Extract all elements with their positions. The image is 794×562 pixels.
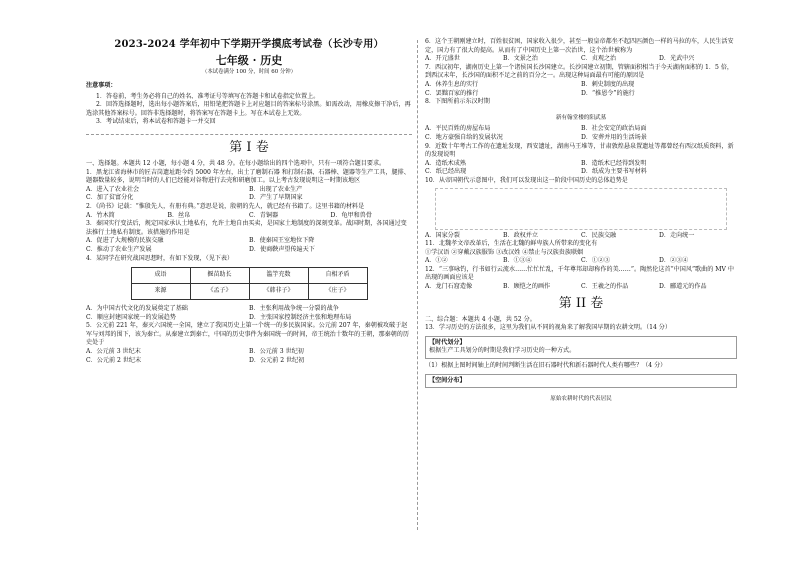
dynasty-map-image bbox=[435, 188, 727, 230]
option[interactable]: A．平民百姓的房屋布局 bbox=[425, 125, 491, 133]
option[interactable]: B．政权并立 bbox=[503, 231, 538, 239]
box-text: 根据生产工具划分的时期是我们学习历史的一种方式。 bbox=[429, 347, 576, 355]
option[interactable]: D．主张国家控制经济主张和地理布局 bbox=[249, 313, 352, 321]
question-10: 10．从帝国朝代示意图中，我们可以发现出这一阶段中国历史的总体趋势是 bbox=[425, 176, 628, 184]
option[interactable]: B．使秦国王室地位下降 bbox=[249, 237, 315, 245]
option[interactable]: A．造纸术成熟 bbox=[425, 159, 466, 167]
table-row bbox=[131, 268, 367, 284]
notice-item: 3．考试结束后，将本试卷和答题卡一并交回 bbox=[96, 118, 216, 126]
section-2-instructions: 二、综合题：本题共 4 小题，共 52 分。 bbox=[425, 315, 536, 323]
question-2: 2．《尚书》记载：“惟殷先人，有册有典。”意思是说，殷朝的先人，就已经有书籍了。这里书籍的材料是 bbox=[86, 202, 365, 210]
option[interactable]: A．①② bbox=[425, 257, 448, 265]
box-heading: 【空间分布】 bbox=[429, 376, 466, 384]
figure-caption: 原始农耕时代的代表居民 bbox=[550, 396, 612, 403]
option[interactable]: A．竹木简 bbox=[86, 211, 115, 219]
question-5: 5．公元前 221 年，秦灭六国统一全国，建立了我国历史上第一个统一的多民族国家。公元前 207 年，秦朝被攻破于赵军与刘邦的围下，该为秦亡。从秦建立到秦亡，中国的历史事件为秦国统一的时间，帝王统治十数年的王朝，那秦朝的历史处于 bbox=[86, 322, 409, 347]
question-11-items: ①学汉语 ②穿戴汉族服饰 ③改汉姓 ④禁止与汉族贵族联姻 bbox=[425, 248, 584, 256]
option[interactable]: A．国家分裂 bbox=[425, 231, 460, 239]
notice-item: 2．回答选择题时，选出每小题答案后，用铅笔把答题卡上对应题目的答案标号涂黑。如需改动，用橡皮擦干净后，再选涂其他答案标号。回答非选择题时，将答案写在答题卡上。写在本试卷上无效。 bbox=[86, 101, 411, 117]
option[interactable]: D．走向统一 bbox=[659, 231, 695, 239]
option[interactable]: B．造纸术已经得到发明 bbox=[581, 159, 647, 167]
question-13-part-1: （1）根据上图时间轴上的时间判断生活在旧石器时代和新石器时代人类有哪些？（4 分） bbox=[425, 362, 667, 370]
option[interactable]: B．顾恺之的画作 bbox=[503, 283, 551, 291]
notice-heading: 注意事项： bbox=[86, 82, 117, 89]
question-7: 7．西汉初年，湖南历史上第一个诸侯国长沙国建立。长沙国建立初期，管辖面积相当于今天湖南面积的 1．5 倍，到西汉末年，长沙国的面积不足之前的百分之一。出现这种局面最有可能的原因是 bbox=[425, 63, 734, 80]
option[interactable]: A．龙门石窟造像 bbox=[425, 283, 473, 291]
table-cell: 《孟子》 bbox=[190, 284, 249, 300]
column-divider bbox=[417, 40, 418, 530]
option[interactable]: C．推动了农业生产发展 bbox=[86, 245, 152, 253]
option[interactable]: C．纸已经出现 bbox=[425, 168, 467, 176]
option[interactable]: C．贞观之治 bbox=[581, 55, 617, 63]
question-10-options bbox=[425, 232, 737, 241]
volume-1-title: 第 I 卷 bbox=[229, 139, 269, 155]
option[interactable]: C．顺应封建国家统一的发展趋势 bbox=[86, 313, 176, 321]
question-1: 1．黑龙江省海林市的匠吉岗遗址距今约 5000 年左右，出土了磨制石器 和打制石器、石器棒、题器等生产工具，腿排、题器数量较多，说明当时的人们已经能对谷物进行去壳和研磨加工。以上考古发现说明这一时期该地区 bbox=[86, 168, 410, 185]
table-cell: 揠苗助长 bbox=[190, 268, 249, 284]
table-cell: 自相矛盾 bbox=[308, 268, 367, 284]
question-4-options bbox=[86, 305, 412, 322]
divider-line bbox=[86, 134, 412, 135]
table-cell: 《庄子》 bbox=[308, 284, 367, 300]
question-5-options bbox=[86, 348, 412, 365]
exam-title: 2023-2024 学年初中下学期开学摸底考试卷（长沙专用） bbox=[114, 39, 384, 50]
option[interactable]: B．社会安定的政治局面 bbox=[581, 125, 647, 133]
option[interactable]: A．促进了大规模的民族交融 bbox=[86, 237, 164, 245]
option[interactable]: D．龟甲和兽骨 bbox=[330, 211, 372, 219]
option[interactable]: D．安葬并用的生活场景 bbox=[581, 133, 647, 141]
option[interactable]: C．①②③ bbox=[581, 257, 611, 265]
option[interactable]: A．进入了农业社会 bbox=[86, 185, 140, 193]
question-9: 9．近数十年考古工作的在遗址发现，西安遗址，湖南马王堆等，甘肃敦煌悬泉置遗址等都曾经有西汉纸质资料，新的发现说明 bbox=[425, 142, 734, 159]
box-heading: 【时代划分】 bbox=[429, 338, 466, 346]
volume-2-title: 第 II 卷 bbox=[558, 295, 604, 311]
option[interactable]: B．①③④ bbox=[503, 257, 532, 265]
question-9-options bbox=[425, 160, 737, 177]
option[interactable]: A．休养生息的实行 bbox=[425, 80, 479, 88]
question-8-options bbox=[425, 125, 737, 142]
question-6: 6．这个王朝刚建立时，百姓很贫困，国家收入很少，甚至一般皇帝都坐不起四匹颜色一样的马拉的车，人民生活安定，国力有了很大的提高。从而有了中国历史上第一次治世，这个治世被称为 bbox=[425, 38, 734, 54]
question-11: 11．北魏孝文帝改革后，生活在北魏的鲜卑族人所带来的变化有 bbox=[425, 240, 598, 248]
option[interactable]: C．地方豪强自给的发展状况 bbox=[425, 133, 503, 141]
option[interactable]: C．王羲之的作品 bbox=[581, 283, 629, 291]
option[interactable]: D．纸成为主要书写材料 bbox=[581, 168, 647, 176]
question-3: 3．秦国实行变法后，规定国家承认土地私有，允许土地自由买卖，是国家土地制度的深刻变革。战国时期，各国通过变法推行土地私有制度。该措施的作用是 bbox=[86, 220, 407, 236]
option[interactable]: D．光武中兴 bbox=[659, 55, 695, 63]
option[interactable]: C．罢黜百家的推行 bbox=[425, 89, 479, 97]
option[interactable]: A．为中国古代文化的发展奠定了基础 bbox=[86, 305, 188, 313]
figure-caption: 新有翰堂楼的阳武墓 bbox=[555, 114, 607, 121]
section-1-instructions: 一、选择题。本题共 12 小题，每小题 4 分，共 48 分。在每小题给出的四个选项中，只有一项符合题目要求。 bbox=[86, 159, 386, 167]
table-row bbox=[131, 284, 367, 300]
subject-title: 七年级 · 历史 bbox=[215, 54, 283, 67]
option[interactable]: D．公元前 2 世纪初 bbox=[249, 356, 305, 364]
idiom-source-table bbox=[131, 267, 368, 300]
question-12: 12．“三事咏钓，行书如行云流水……忙忙忙乱，千年尊邦却却称作的美……”。陶然伦这首“中国风”歌曲的 MV 中出现的画面应该是 bbox=[425, 265, 734, 282]
table-cell: 滥竽充数 bbox=[249, 268, 308, 284]
option[interactable]: B．文景之治 bbox=[503, 55, 538, 63]
option[interactable]: D．“推恩令”的施行 bbox=[581, 89, 635, 97]
question-7-options bbox=[425, 81, 737, 98]
option[interactable]: C．公元前 2 世纪末 bbox=[86, 356, 142, 364]
question-12-options bbox=[425, 283, 737, 292]
option[interactable]: C．青铜器 bbox=[249, 211, 279, 219]
option[interactable]: D．②③④ bbox=[659, 257, 689, 265]
question-8: 8．下图所前示东汉时期 bbox=[425, 98, 490, 106]
spatial-distribution-box bbox=[425, 374, 737, 389]
era-division-box bbox=[425, 336, 737, 359]
option[interactable]: B．公元前 3 世纪初 bbox=[249, 348, 304, 356]
option[interactable]: D．产生了早期国家 bbox=[249, 194, 303, 202]
option[interactable]: B．主张利用战争统一分裂的战争 bbox=[249, 305, 339, 313]
table-cell: 成语 bbox=[131, 268, 190, 284]
question-13: 13．学习历史的方法很多，这里为我们从不同的视角来了解我国早期的农耕文明。（14 分） bbox=[425, 324, 671, 332]
question-1-options bbox=[86, 186, 412, 203]
question-11-options bbox=[425, 257, 737, 266]
option[interactable]: A．开元盛世 bbox=[425, 55, 460, 63]
option[interactable]: A．公元前 3 世纪末 bbox=[86, 348, 141, 356]
question-6-options bbox=[425, 55, 737, 64]
option[interactable]: D．郦道元的作品 bbox=[659, 283, 707, 291]
left-column bbox=[86, 38, 412, 365]
option[interactable]: B．丝帛 bbox=[167, 211, 191, 219]
question-4: 4．某同学在研究战国思想时，有如下发现，（见下表） bbox=[86, 254, 234, 262]
right-column bbox=[425, 38, 737, 407]
option[interactable]: B．出现了农业生产 bbox=[249, 185, 303, 193]
question-3-options bbox=[86, 237, 412, 254]
table-cell: 《韩非子》 bbox=[249, 284, 308, 300]
option[interactable]: C．民族交融 bbox=[581, 231, 617, 239]
option[interactable]: D．使商鞅声望传遍天下 bbox=[249, 245, 315, 253]
question-2-options bbox=[86, 212, 412, 221]
score-info: （本试卷满分 100 分，时间 60 分钟） bbox=[201, 69, 297, 75]
notice-item: 1．答卷前，考生务必将自己的姓名、准考证号等填写在答题卡和试卷指定位置上。 bbox=[96, 92, 320, 100]
option[interactable]: B．刺史制度的出现 bbox=[581, 80, 635, 88]
table-cell: 来源 bbox=[131, 284, 190, 300]
option[interactable]: C．加了贫富分化 bbox=[86, 194, 134, 202]
